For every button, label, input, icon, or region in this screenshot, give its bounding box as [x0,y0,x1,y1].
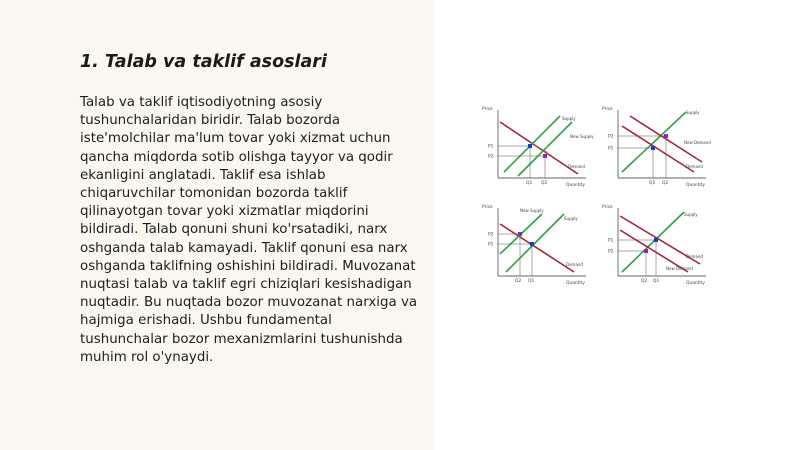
y-axis-label: Price [602,107,613,112]
p-top-label: P2 [488,232,494,238]
new-equilibrium-point [543,154,547,158]
p-bottom-label: P1 [608,146,614,152]
supply-label: Supply [686,110,700,115]
new-equilibrium-point [644,249,648,253]
x-axis-label: Quantity [566,281,585,286]
p-bottom-label: P2 [608,249,614,255]
q-left-label: Q2 [515,279,522,284]
x-axis-label: Quantity [686,183,705,188]
x-axis-label: Quantity [686,281,705,286]
y-axis-label: Price [602,205,613,210]
slide-body-text: Talab va taklif iqtisodiyotning asosiy tushunchalaridan biridir. Talab bozorda iste'molchilar ma'lum tovar yoki xizmat uchun qancha miqdorda sotib olishga tayyor va qodir ekanligini anglatadi. Taklif esa ishlab chiqaruvchilar tomonidan bozorda taklif qilinayotgan tovar yoki xizmatlar miqdorini bildiradi. Talab qonuni shuni ko'rsatadiki, narx oshganda talab kamayadi. Taklif qonuni esa narx oshganda taklifning oshishini bildiradi. Muvozanat nuqtasi talab va taklif egri chiziqlari kesishadigan nuqtadir. Bu nuqtada bozor muvozanat narxiga va hajmiga erishadi. Ushbu fundamental tushunchalar bozor mexanizmlarini tushunishda muhim rol o'ynaydi. [80,95,418,365]
new-equilibrium-point [664,134,668,138]
demand-label: Demand [566,262,583,267]
equilibrium-point [530,242,534,246]
demand-curve [500,122,578,174]
demand-label: Demand [686,164,703,169]
q-right-label: Q1 [528,279,535,284]
q-left-label: Q2 [641,279,648,284]
supply-label: Supply [684,212,698,217]
slide-title: 1. Talab va taklif asoslari [80,52,327,72]
p-top-label: P1 [608,238,614,244]
panel-supply-increase [478,102,594,190]
equilibrium-point [528,144,532,148]
panel-demand-decrease [598,200,710,288]
equilibrium-point [651,146,655,150]
supply-curve [622,112,686,172]
q-left-label: Q1 [649,181,656,186]
p-top-label: P2 [608,134,614,140]
new-curve-label: New Supply [520,208,544,213]
y-axis-label: Price [482,205,493,210]
panel-supply-decrease [478,200,590,288]
q-right-label: Q1 [653,279,660,284]
p-bottom-label: P1 [488,242,494,248]
supply-label: Supply [562,116,576,121]
q-right-label: Q2 [662,181,669,186]
supply-demand-figure [478,102,732,290]
new-curve-label: New Demand [666,266,693,271]
demand-label: Demand [568,164,585,169]
equilibrium-point [654,238,658,242]
panel-demand-increase [598,102,710,190]
p-top-label: P1 [488,144,494,150]
supply-label: Supply [564,216,578,221]
demand-curve [622,126,694,172]
demand-curve [500,224,574,272]
new-curve-label: New Demand [684,140,711,145]
x-axis-label: Quantity [566,183,585,188]
new-curve-label: New Supply [570,134,594,139]
q-right-label: Q2 [541,181,548,186]
supply-curve [506,214,564,272]
new-equilibrium-point [518,232,522,236]
q-left-label: Q1 [526,181,533,186]
demand-label: Demand [686,254,703,259]
y-axis-label: Price [482,107,493,112]
p-bottom-label: P2 [488,154,494,160]
